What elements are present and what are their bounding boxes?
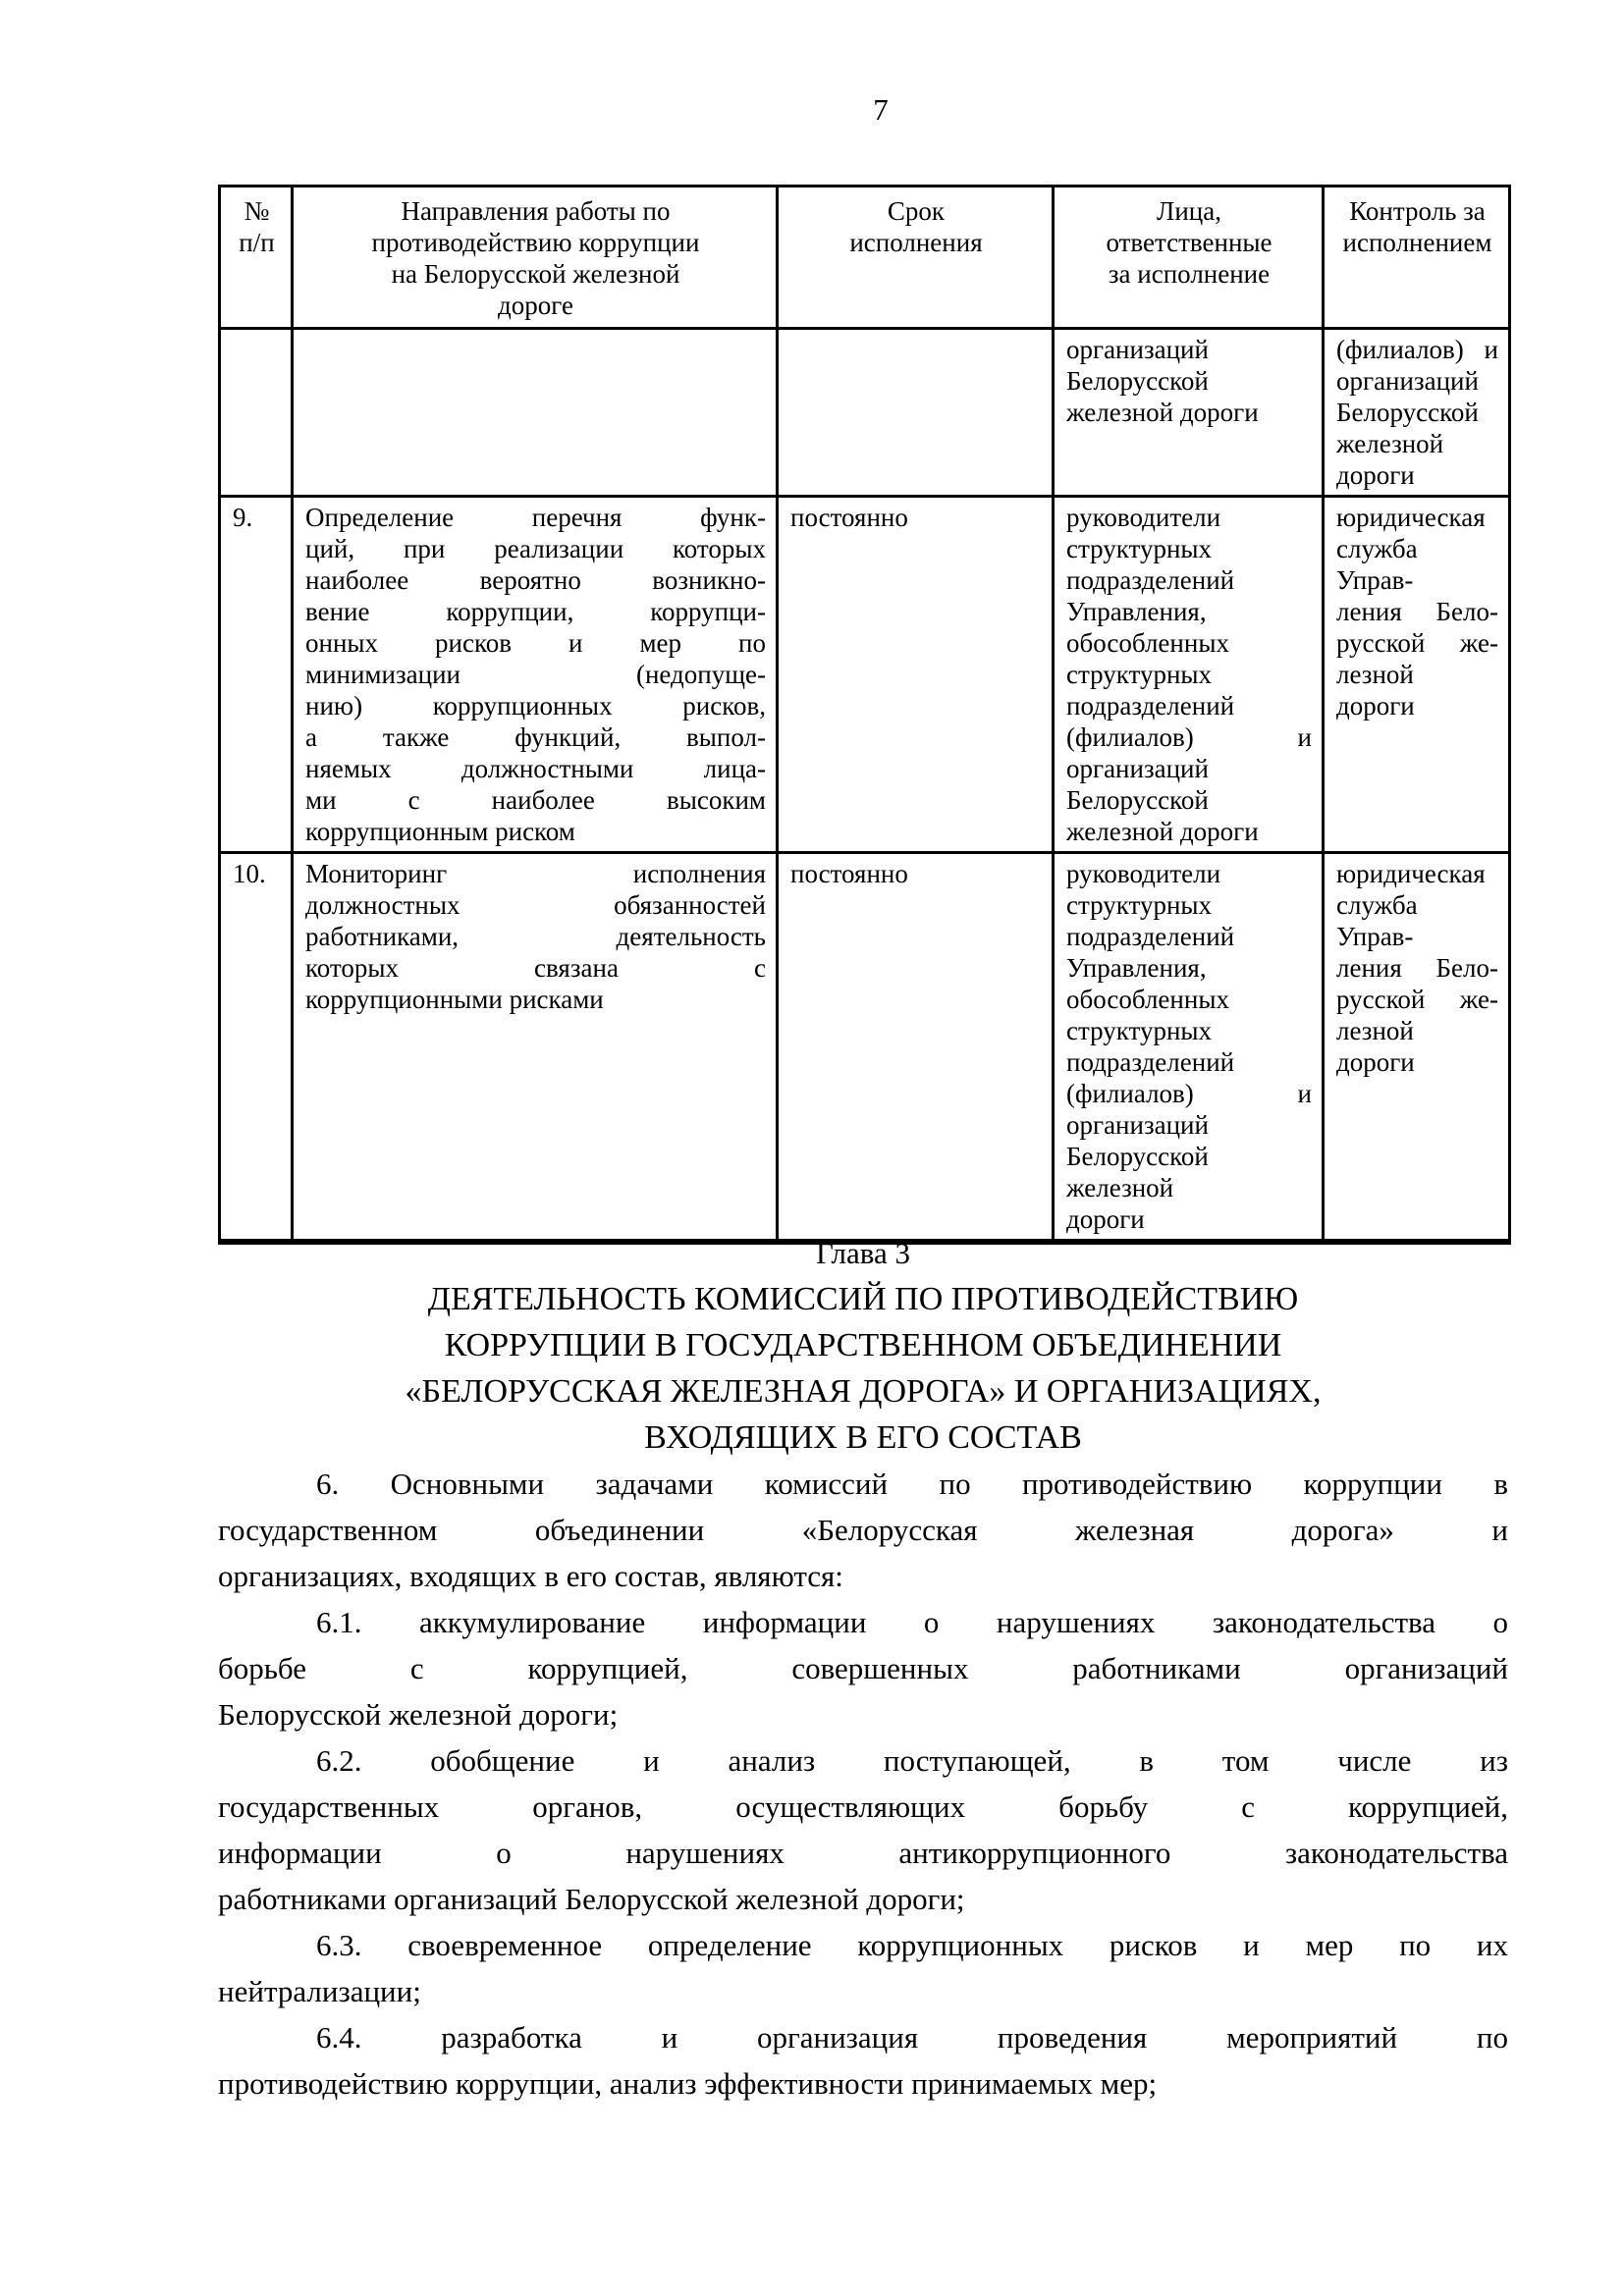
cell-direction: Определение перечня функ- ций, при реализации которых наиболее вероятно возникно- вение коррупции, коррупци- онных рисков и мер по минимизации (недопуще- нию) коррупционных рисков, а также функций, выпол- няемых должностными лица- ми с наиболее высоким коррупционным риском [293, 497, 778, 853]
table-row-10 [220, 853, 1510, 1243]
paragraph-6: 6. Основными задачами комиссий по противодействию коррупции в государственном объединении «Белорусская железная дорога» и организациях, входящих в его состав, являются: [218, 1467, 1508, 1593]
chapter-label: Глава 3 [815, 1236, 911, 1270]
table-header-row [220, 187, 1510, 329]
paragraph-6-3: 6.3. своевременное определение коррупционных рисков и мер по их нейтрализации; [218, 1928, 1508, 2008]
cell-control: (филиалов) и организаций Белорусской железной дороги [1324, 329, 1510, 497]
chapter-title: ДЕЯТЕЛЬНОСТЬ КОМИССИЙ ПО ПРОТИВОДЕЙСТВИЮ КОРРУПЦИИ В ГОСУДАРСТВЕННОМ ОБЪЕДИНЕНИИ «БЕЛОРУССКАЯ ЖЕЛЕЗНАЯ ДОРОГА» И ОРГАНИЗАЦИЯХ, ВХОДЯЩИХ В ЕГО СОСТАВ [405, 1281, 1322, 1456]
header-cell-term: Срок исполнения [778, 187, 1054, 329]
cell-responsible: руководители структурных подразделений Управления, обособленных структурных подразделений (филиалов) и организаций Белорусской железной дороги [1054, 853, 1324, 1243]
table-row-9 [220, 497, 1510, 853]
cell-responsible: организаций Белорусской железной дороги [1054, 329, 1324, 497]
cell-direction-empty [293, 329, 778, 497]
cell-term: постоянно [778, 497, 1054, 853]
cell-number-empty [220, 329, 293, 497]
cell-number: 10. [220, 853, 293, 1243]
cell-direction: Мониторинг исполнения должностных обязанностей работниками, деятельность которых связана с коррупционными рисками [293, 853, 778, 1243]
cell-responsible: руководители структурных подразделений Управления, обособленных структурных подразделений (филиалов) и организаций Белорусской железной дороги [1054, 497, 1324, 853]
cell-control: юридическая служба Управ- ления Бело- русской же- лезной дороги [1324, 853, 1510, 1243]
cell-term-empty [778, 329, 1054, 497]
header-cell-direction: Направления работы по противодействию коррупции на Белорусской железной дороге [293, 187, 778, 329]
paragraph-6-1: 6.1. аккумулирование информации о нарушениях законодательства о борьбе с коррупцией, совершенных работниками организаций Белорусской железной дороги; [218, 1605, 1508, 1732]
page-number: 7 [873, 92, 889, 127]
anti-corruption-plan-table [218, 185, 1511, 1245]
paragraph-6-4: 6.4. разработка и организация проведения мероприятий по противодействию коррупции, анализ эффективности принимаемых мер; [218, 2020, 1508, 2101]
paragraph-6-2: 6.2. обобщение и анализ поступающей, в том числе из государственных органов, осуществляющих борьбу с коррупцией, информации о нарушениях антикоррупционного законодательства работниками организаций Белорусской железной дороги; [218, 1743, 1508, 1916]
table-row-continuation [220, 329, 1510, 497]
header-cell-number: № п/п [220, 187, 293, 329]
cell-number: 9. [220, 497, 293, 853]
header-cell-responsible: Лица, ответственные за исполнение [1054, 187, 1324, 329]
cell-control: юридическая служба Управ- ления Бело- русской же- лезной дороги [1324, 497, 1510, 853]
chapter-3-section [218, 1230, 1508, 2107]
cell-term: постоянно [778, 853, 1054, 1243]
header-cell-control: Контроль за исполнением [1324, 187, 1510, 329]
